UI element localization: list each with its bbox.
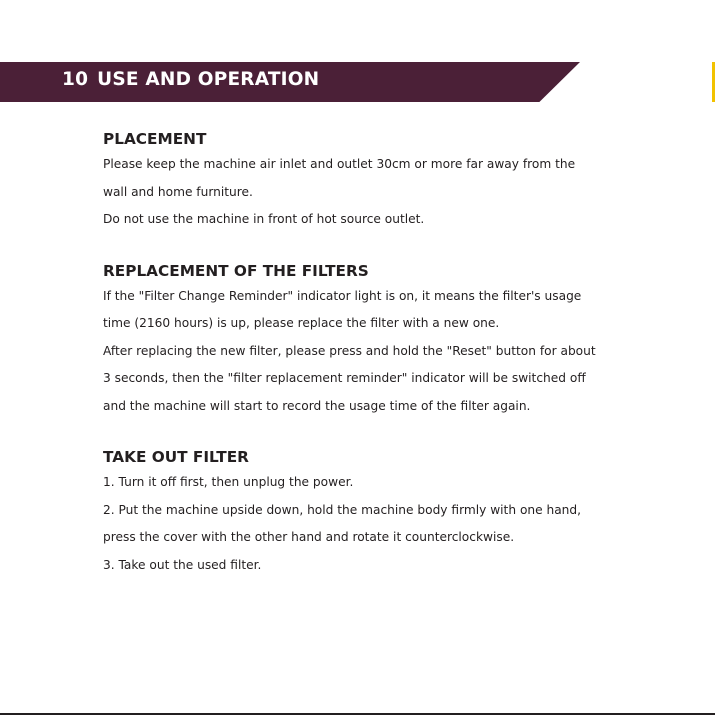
paragraph-line: Do not use the machine in front of hot source outlet. (103, 212, 425, 226)
paragraph-line: 3 seconds, then the "filter replacement reminder" indicator will be switched off (103, 371, 586, 385)
section-placement (103, 128, 703, 234)
manual-content (103, 128, 703, 605)
paragraph-line: Please keep the machine air inlet and outlet 30cm or more far away from the (103, 157, 576, 171)
paragraph-line: After replacing the new filter, please press and hold the "Reset" button for about (103, 343, 596, 358)
section-title-text: USE AND OPERATION (97, 69, 320, 90)
section-replacement-of-filters (103, 260, 703, 421)
section-take-out-filter (103, 446, 703, 579)
step-line: 2. Put the machine upside down, hold the machine body firmly with one hand, (103, 502, 582, 517)
step-line: press the cover with the other hand and rotate it counterclockwise. (103, 530, 515, 544)
step-line: 3. Take out the used filter. (103, 557, 262, 572)
paragraph-line: wall and home furniture. (103, 184, 253, 199)
section-heading: PLACEMENT (103, 130, 207, 148)
section-number: 10 (62, 69, 89, 90)
section-heading: REPLACEMENT OF THE FILTERS (103, 261, 369, 280)
paragraph-line: time (2160 hours) is up, please replace the filter with a new one. (103, 316, 500, 330)
paragraph-line: and the machine will start to record the usage time of the filter again. (103, 398, 531, 413)
section-heading: TAKE OUT FILTER (103, 448, 249, 466)
section-header-title (62, 69, 319, 90)
step-line: 1. Turn it off first, then unplug the power. (103, 475, 354, 489)
paragraph-line: If the "Filter Change Reminder" indicator light is on, it means the filter's usage (103, 288, 582, 303)
